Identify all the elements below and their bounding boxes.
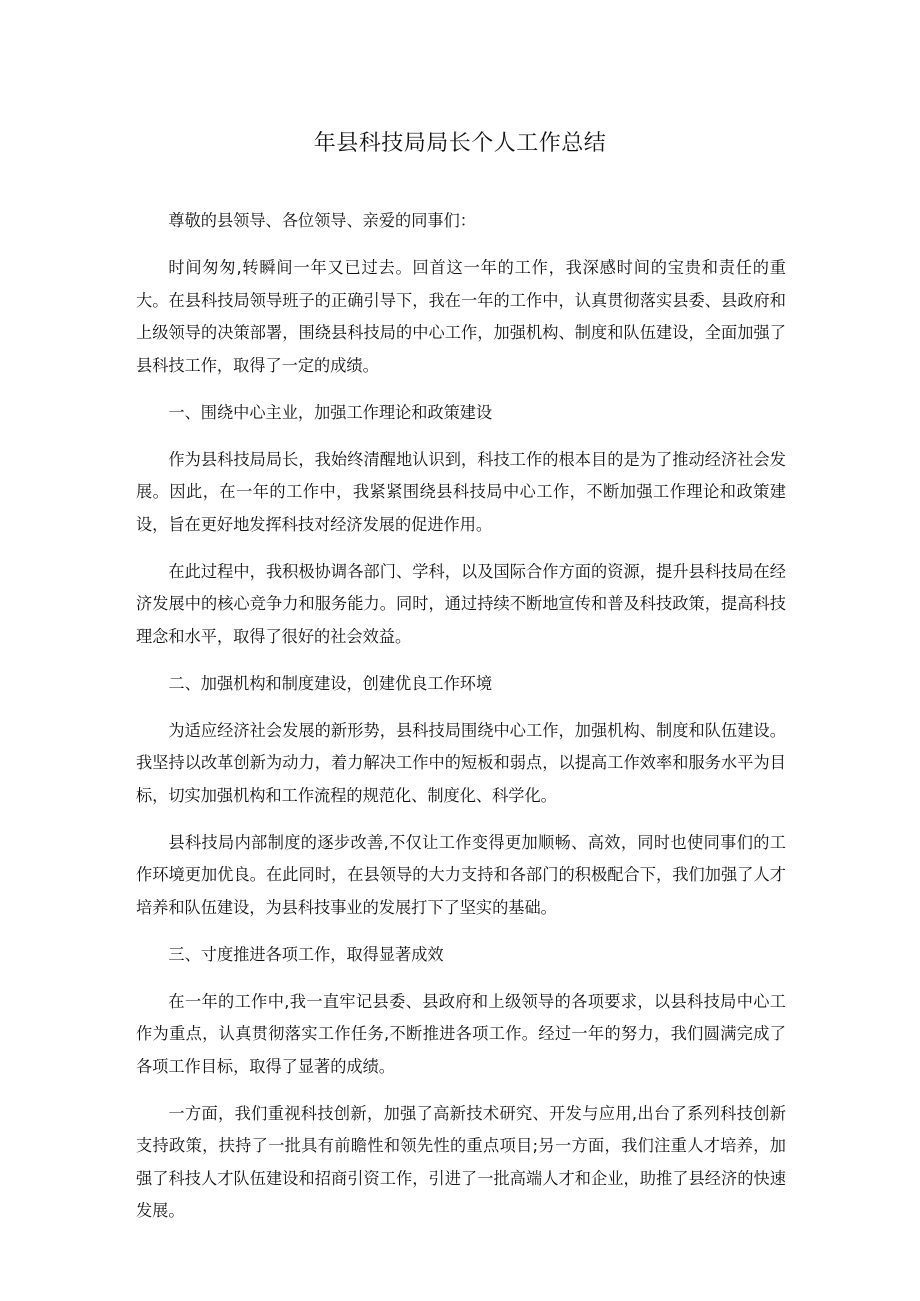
paragraph: 县科技局内部制度的逐步改善,不仅让工作变得更加顺畅、高效，同时也使同事们的工作环境更加优良。在此同时，在县领导的大力支持和各部门的积极配合下，我们加强了人才培养和队伍建设，为县科技事业的发展打下了坚实的基础。 [136, 832, 786, 917]
document-title: 年县科技局局长个人工作总结 [313, 131, 607, 156]
section-heading-1: 一、围绕中心主业，加强工作理论和政策建设 [168, 402, 493, 422]
paragraph: 一方面，我们重视科技创新，加强了高新技术研究、开发与应用,出台了系列科技创新支持政策，扶持了一批具有前瞻性和领先性的重点项目;另一方面，我们注重人才培养，加强了科技人才队伍建设和招商引资工作，引进了一批高端人才和企业，助推了县经济的快速发展。 [136, 1103, 786, 1220]
section-heading-3: 三、寸度推进各项工作，取得显著成效 [168, 944, 444, 964]
greeting: 尊敬的县领导、各位领导、亲爱的同事们： [168, 211, 476, 230]
paragraph: 在此过程中，我积极协调各部门、学科，以及国际合作方面的资源，提升县科技局在经济发展中的核心竞争力和服务能力。同时，通过持续不断地宣传和普及科技政策，提高科技理念和水平，取得了很好的社会效益。 [136, 561, 786, 646]
paragraph: 作为县科技局局长，我始终清醒地认识到，科技工作的根本目的是为了推动经济社会发展。因此，在一年的工作中，我紧紧围绕县科技局中心工作，不断加强工作理论和政策建设，旨在更好地发挥科技对经济发展的促进作用。 [136, 449, 786, 534]
document-body [136, 205, 786, 1242]
paragraph: 为适应经济社会发展的新形势，县科技局围绕中心工作，加强机构、制度和队伍建设。我坚持以改革创新为动力，着力解决工作中的短板和弱点，以提高工作效率和服务水平为目标，切实加强机构和工作流程的规范化、制度化、科学化。 [136, 720, 786, 805]
paragraph: 在一年的工作中,我一直牢记县委、县政府和上级领导的各项要求，以县科技局中心工作为重点，认真贯彻落实工作任务,不断推进各项工作。经过一年的努力，我们圆满完成了各项工作目标，取得了显著的成绩。 [136, 991, 786, 1076]
paragraph-intro: 时间匆匆,转瞬间一年又已过去。回首这一年的工作，我深感时间的宝贵和责任的重大。在县科技局领导班子的正确引导下，我在一年的工作中，认真贯彻落实县委、县政府和上级领导的决策部署，围绕县科技局的中心工作，加强机构、制度和队伍建设，全面加强了县科技工作，取得了一定的成绩。 [136, 258, 786, 375]
section-heading-2: 二、加强机构和制度建设，创建优良工作环境 [168, 673, 493, 693]
